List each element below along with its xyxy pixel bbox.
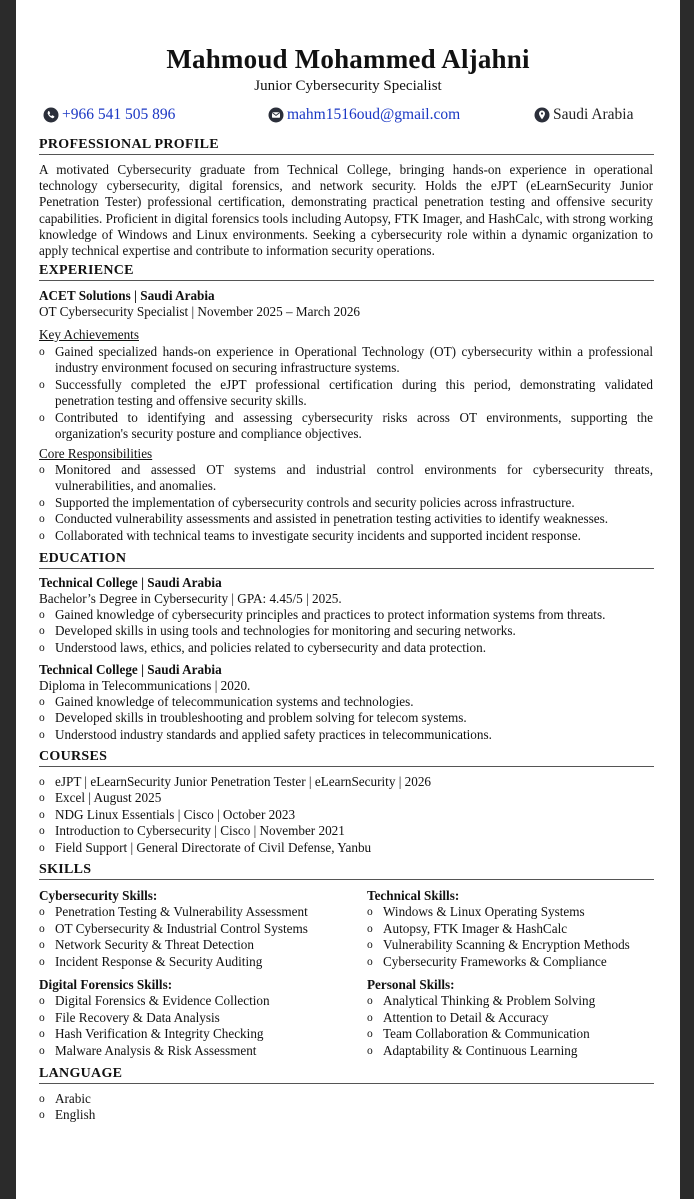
list-item: o Attention to Detail & Accuracy bbox=[367, 1010, 595, 1026]
list-item: o Gained knowledge of telecommunication systems and technologies. bbox=[39, 694, 653, 710]
skills-group-label: Cybersecurity Skills: bbox=[39, 888, 158, 903]
technical-skills bbox=[367, 888, 630, 970]
list-item: o File Recovery & Data Analysis bbox=[39, 1010, 270, 1026]
experience-heading: EXPERIENCE bbox=[39, 263, 654, 281]
phone-contact[interactable] bbox=[43, 106, 175, 124]
list-item: o Windows & Linux Operating Systems bbox=[367, 904, 630, 920]
email-icon bbox=[268, 107, 284, 123]
profile-heading: PROFESSIONAL PROFILE bbox=[39, 137, 654, 155]
location-contact bbox=[534, 106, 634, 124]
list-item: o OT Cybersecurity & Industrial Control Systems bbox=[39, 921, 308, 937]
list-item: o Adaptability & Continuous Learning bbox=[367, 1043, 595, 1059]
candidate-title: Junior Cybersecurity Specialist bbox=[254, 78, 442, 94]
list-item: o Introduction to Cybersecurity | Cisco | November 2021 bbox=[39, 823, 653, 839]
education-heading: EDUCATION bbox=[39, 551, 654, 569]
list-item: o Penetration Testing & Vulnerability Assessment bbox=[39, 904, 308, 920]
list-item: o Incident Response & Security Auditing bbox=[39, 954, 308, 970]
experience-position: OT Cybersecurity Specialist | November 2025 – March 2026 bbox=[39, 304, 361, 319]
cyber-skills bbox=[39, 888, 308, 970]
courses-heading: COURSES bbox=[39, 749, 654, 767]
list-item: o Field Support | General Directorate of Civil Defense, Yanbu bbox=[39, 840, 653, 856]
list-item: o Excel | August 2025 bbox=[39, 790, 653, 806]
list-item: o Malware Analysis & Risk Assessment bbox=[39, 1043, 270, 1059]
courses-list bbox=[39, 774, 653, 856]
list-item: o Monitored and assessed OT systems and industrial control environments for cybersecurity threats, vulnerabilities, and anomalies. bbox=[39, 462, 653, 495]
list-item: o NDG Linux Essentials | Cisco | October 2023 bbox=[39, 807, 653, 823]
education-degree: Bachelor’s Degree in Cybersecurity | GPA: 4.45/5 | 2025. bbox=[39, 591, 342, 606]
list-item: o Developed skills in troubleshooting and problem solving for telecom systems. bbox=[39, 710, 653, 726]
list-item: o Understood industry standards and applied safety practices in telecommunications. bbox=[39, 727, 653, 743]
list-item: o Cybersecurity Frameworks & Compliance bbox=[367, 954, 630, 970]
education-points bbox=[39, 694, 653, 743]
left-border bbox=[0, 0, 16, 1199]
education-points bbox=[39, 607, 653, 656]
contact-bar bbox=[38, 106, 660, 126]
skills-group-label: Personal Skills: bbox=[367, 977, 455, 992]
list-item: o Developed skills in using tools and technologies for monitoring and securing networks. bbox=[39, 623, 653, 639]
email-address: mahm1516oud@gmail.com bbox=[287, 106, 461, 123]
list-item: o Contributed to identifying and assessing cybersecurity risks across OT environments, supporting the organization's security posture and compliance objectives. bbox=[39, 410, 653, 443]
list-item: o Supported the implementation of cybersecurity controls and security policies across infrastructure. bbox=[39, 495, 653, 511]
language-heading: LANGUAGE bbox=[39, 1066, 654, 1084]
list-item: o Digital Forensics & Evidence Collection bbox=[39, 993, 270, 1009]
responsibilities-list bbox=[39, 462, 653, 544]
achievements-list bbox=[39, 344, 653, 442]
list-item: o Network Security & Threat Detection bbox=[39, 937, 308, 953]
profile-text: A motivated Cybersecurity graduate from Technical College, bringing hands-on experience in operational technology cybersecurity, digital forensics, and network security. Holds the eJPT (eLearnSecurity Junior Penetration Tester) professional certification, demonstrating practical penetration testing and offensive security capabilities. Proficient in digital forensics tools including Autopsy, FTK Imager, and HashCalc, with strong working knowledge of Windows and Linux environments. Seeking a cybersecurity role within a dynamic organization to apply technical expertise and contribute to information security operations. bbox=[39, 162, 653, 259]
list-item: o Understood laws, ethics, and policies related to cybersecurity and data protection. bbox=[39, 640, 653, 656]
email-contact[interactable] bbox=[268, 106, 460, 124]
phone-icon bbox=[43, 107, 59, 123]
location-text: Saudi Arabia bbox=[553, 106, 634, 123]
right-border bbox=[680, 0, 694, 1199]
list-item: o Arabic bbox=[39, 1091, 653, 1107]
responsibilities-label: Core Responsibilities bbox=[39, 446, 153, 461]
list-item: o Successfully completed the eJPT professional certification during this period, demonstrating validated penetration testing and offensive security skills. bbox=[39, 377, 653, 410]
education-school: Technical College | Saudi Arabia bbox=[39, 575, 222, 590]
location-pin-icon bbox=[534, 107, 550, 123]
list-item: o Conducted vulnerability assessments and assisted in penetration testing activities to identify weaknesses. bbox=[39, 511, 653, 527]
list-item: o Gained knowledge of cybersecurity principles and practices to protect information systems from threats. bbox=[39, 607, 653, 623]
list-item: o Gained specialized hands-on experience in Operational Technology (OT) cybersecurity within a professional industry environment focused on securing infrastructure systems. bbox=[39, 344, 653, 377]
language-list bbox=[39, 1091, 653, 1124]
list-item: o Analytical Thinking & Problem Solving bbox=[367, 993, 595, 1009]
list-item: o Hash Verification & Integrity Checking bbox=[39, 1026, 270, 1042]
achievements-label: Key Achievements bbox=[39, 327, 139, 342]
candidate-name: Mahmoud Mohammed Aljahni bbox=[166, 44, 530, 74]
forensics-skills bbox=[39, 977, 270, 1059]
resume-page bbox=[24, 0, 672, 1199]
list-item: o eJPT | eLearnSecurity Junior Penetration Tester | eLearnSecurity | 2026 bbox=[39, 774, 653, 790]
list-item: o Collaborated with technical teams to investigate security incidents and supported incident response. bbox=[39, 528, 653, 544]
skills-group-label: Digital Forensics Skills: bbox=[39, 977, 173, 992]
list-item: o Autopsy, FTK Imager & HashCalc bbox=[367, 921, 630, 937]
phone-number: +966 541 505 896 bbox=[62, 106, 176, 123]
skills-group-label: Technical Skills: bbox=[367, 888, 460, 903]
education-school: Technical College | Saudi Arabia bbox=[39, 662, 222, 677]
personal-skills bbox=[367, 977, 595, 1059]
experience-company: ACET Solutions | Saudi Arabia bbox=[39, 288, 215, 303]
education-degree: Diploma in Telecommunications | 2020. bbox=[39, 678, 251, 693]
list-item: o Team Collaboration & Communication bbox=[367, 1026, 595, 1042]
list-item: o English bbox=[39, 1107, 653, 1123]
skills-heading: SKILLS bbox=[39, 862, 654, 880]
list-item: o Vulnerability Scanning & Encryption Methods bbox=[367, 937, 630, 953]
